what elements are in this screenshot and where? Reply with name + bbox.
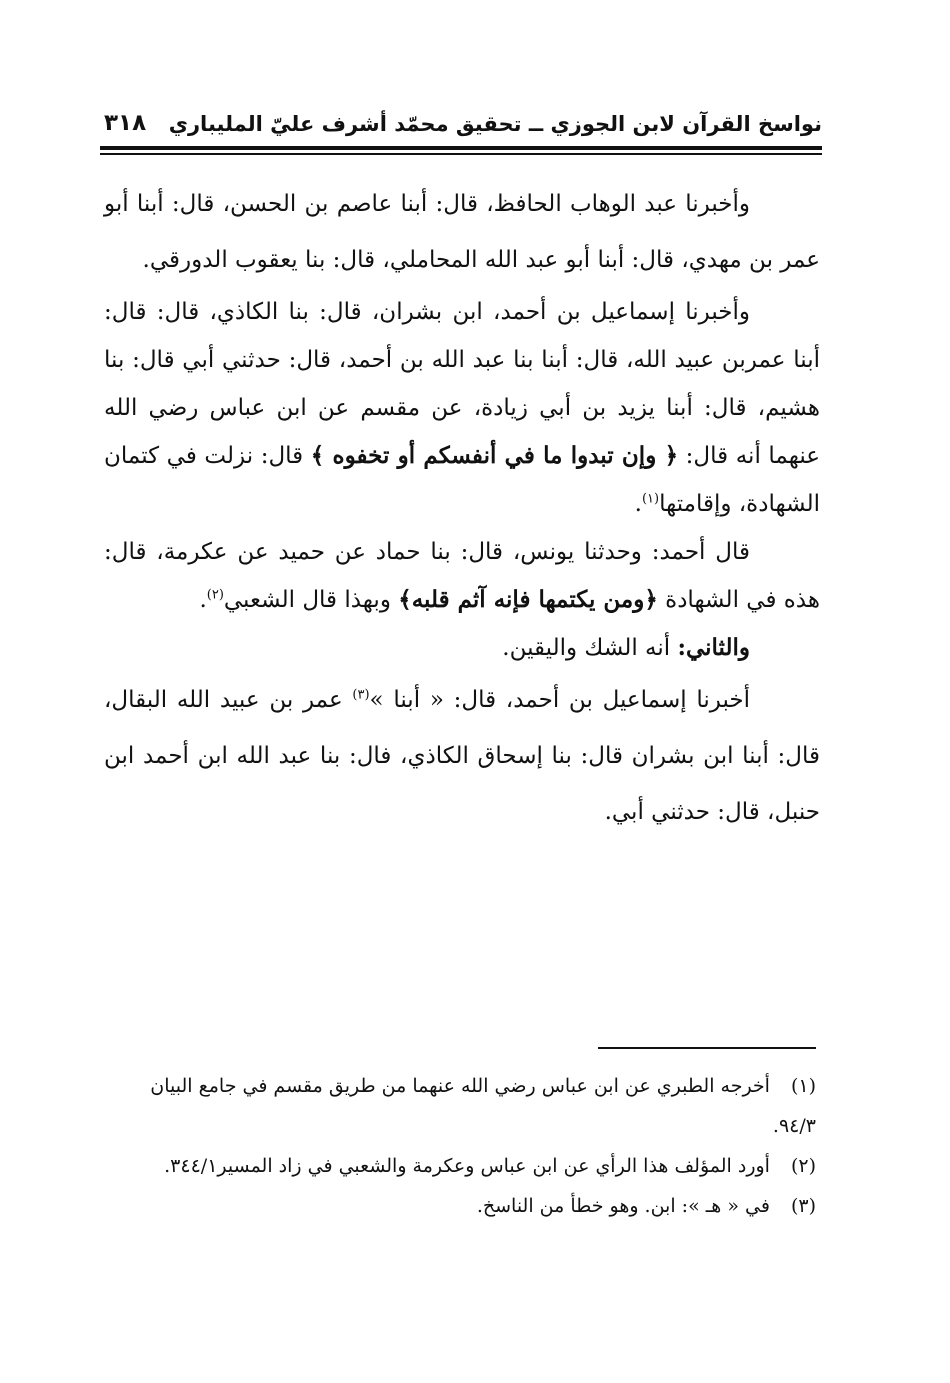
paragraph-2-end: . xyxy=(634,491,642,517)
footnote-2-text: أورد المؤلف هذا الرأي عن ابن عباس وعكرمة والشعبي في زاد المسير٣٤٤/١. xyxy=(164,1155,770,1177)
footnote-1 xyxy=(104,1066,816,1146)
paragraph-3-end: . xyxy=(199,587,207,613)
footnote-separator xyxy=(598,1047,816,1049)
footnote-ref-2: (٢) xyxy=(206,587,224,603)
paragraph-3-text-before: قال أحمد: وحدثنا يونس، قال: بنا حماد عن حميد عن عكرمة، قال: هذه في الشهادة xyxy=(104,539,820,613)
footnote-3-number: (٣) xyxy=(790,1195,816,1217)
paragraph-5 xyxy=(104,672,820,840)
footnote-ref-3: (٣) xyxy=(352,687,370,703)
paragraph-1 xyxy=(104,176,820,288)
paragraph-5-text-after: عمر بن عبيد الله البقال، قال: أبنا ابن بشران قال: بنا إسحاق الكاذي، فال: بنا عبد الله ابن أحمد ابن حنبل، قال: حدثني أبي. xyxy=(104,687,820,825)
footnote-1-text: أخرجه الطبري عن ابن عباس رضي الله عنهما من طريق مقسم في جامع البيان ٩٤/٣. xyxy=(150,1075,816,1137)
main-text xyxy=(104,176,820,840)
quran-verse-1: ﴿ وإن تبدوا ما في أنفسكم أو تخفوه ﴾ xyxy=(310,442,679,469)
header-rule-thick xyxy=(100,146,822,150)
second-opinion-label: والثاني: xyxy=(677,634,750,661)
footnote-2-number: (٢) xyxy=(790,1155,816,1177)
footnote-3 xyxy=(104,1186,816,1226)
paragraph-2 xyxy=(104,288,820,528)
running-header xyxy=(100,110,822,150)
paragraph-3 xyxy=(104,528,820,624)
paragraph-4-text: أنه الشك واليقين. xyxy=(502,635,671,661)
page-number: ٣١٨ xyxy=(104,110,147,136)
footnotes xyxy=(104,1066,816,1226)
footnote-3-text: في « هـ »: ابن. وهو خطأ من الناسخ. xyxy=(476,1195,770,1217)
paragraph-3-text-after: وبهذا قال الشعبي xyxy=(223,587,391,613)
paragraph-1-text: وأخبرنا عبد الوهاب الحافظ، قال: أبنا عاصم بن الحسن، قال: أبنا أبو عمر بن مهدي، قال: أبنا أبو عبد الله المحاملي، قال: بنا يعقوب الدورقي. xyxy=(104,191,820,273)
header-title: نواسخ القرآن لابن الجوزي ــ تحقيق محمّد أشرف عليّ المليباري xyxy=(168,112,822,136)
footnote-2 xyxy=(104,1146,816,1186)
header-rule-thin xyxy=(100,153,822,155)
paragraph-4 xyxy=(104,624,820,672)
paragraph-2-text-after: قال: نزلت في كتمان الشهادة، وإقامتها xyxy=(104,443,820,517)
footnote-1-number: (١) xyxy=(790,1075,816,1097)
footnote-ref-1: (١) xyxy=(641,491,660,507)
paragraph-2-text-before: وأخبرنا إسماعيل بن أحمد، ابن بشران، قال: بنا الكاذي، قال: قال: أبنا عمربن عبيد الله، قال: أبنا بنا عبد الله بن أحمد، قال: حدثني أبي قال: بنا هشيم، قال: أبنا يزيد بن أبي زيادة، عن مقسم عن ابن عباس رضي الله عنهما أنه قال: xyxy=(104,299,820,469)
quran-verse-2: ﴿ومن يكتمها فإنه آثم قلبه﴾ xyxy=(398,586,658,613)
paragraph-5-text-before: أخبرنا إسماعيل بن أحمد، قال: « أبنا » xyxy=(369,687,750,713)
